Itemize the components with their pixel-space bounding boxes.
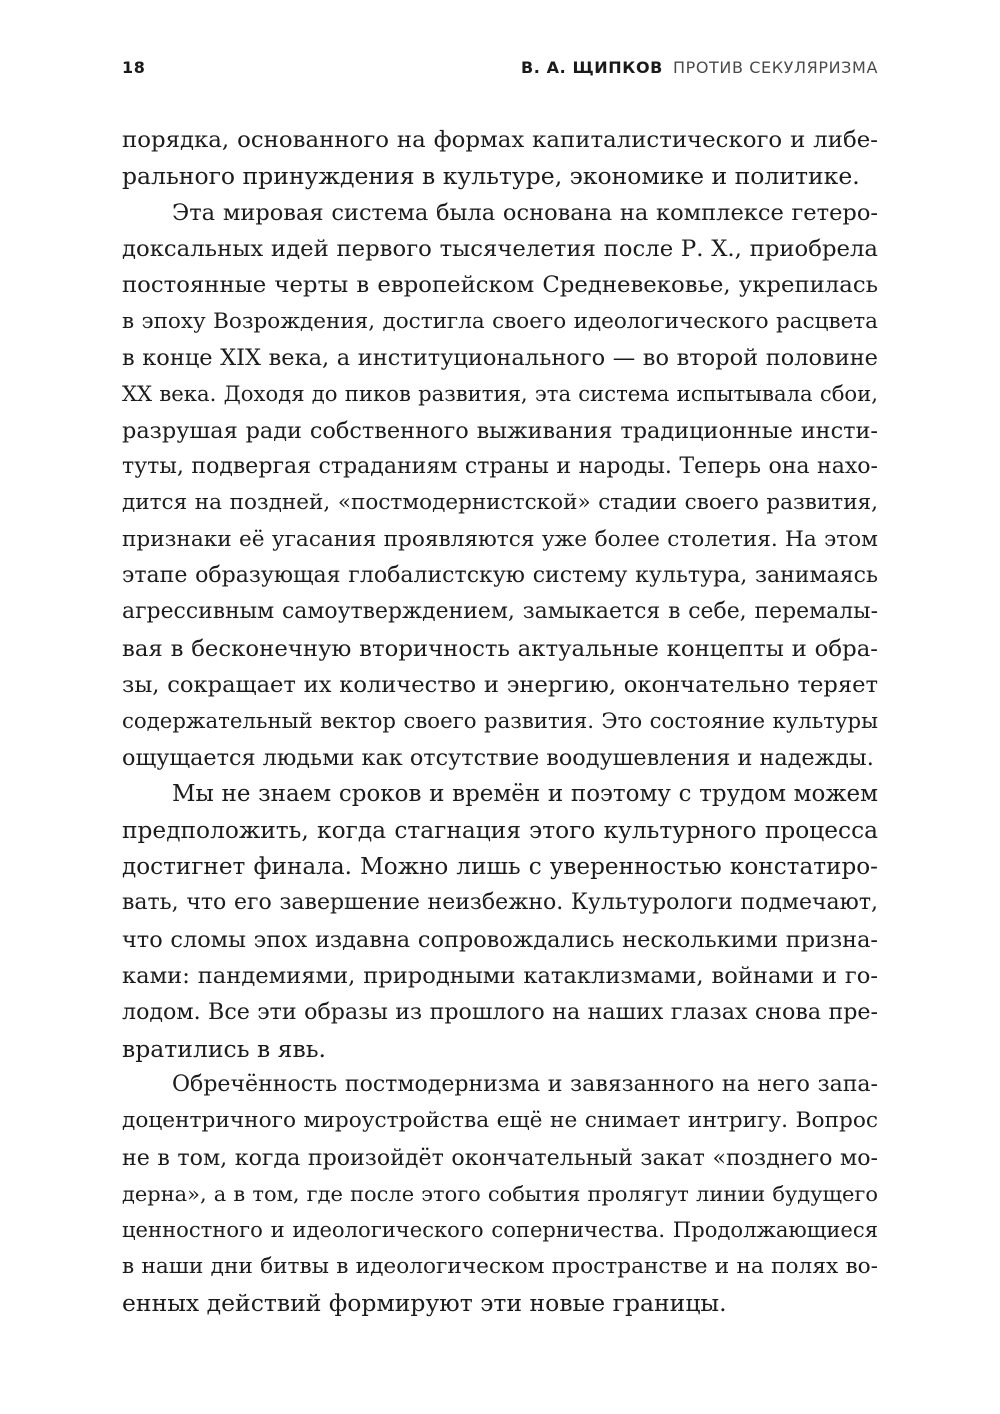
text-line: туты, подвергая страданиям страны и народы. Теперь она нахо- — [122, 454, 878, 480]
text-line: агрессивным самоутверждением, замыкается в себе, перемалы- — [122, 599, 878, 625]
text-line: этапе образующая глобалистскую систему культура, занимаясь — [122, 563, 878, 589]
text-line: ками: пандемиями, природными катаклизмами, войнами и го- — [122, 962, 878, 989]
book-title: ПРОТИВ СЕКУЛЯРИЗМА — [672, 58, 878, 77]
body-text — [122, 122, 878, 1321]
text-line: вать, что его завершение неизбежно. Культурологи подмечают, — [122, 890, 878, 916]
text-line: Обречённость постмодернизма и завязанного на него запа- — [172, 1071, 878, 1097]
paragraph — [122, 195, 878, 777]
paragraph — [122, 122, 878, 195]
text-line: в наши дни битвы в идеологическом пространстве и на полях во- — [122, 1253, 878, 1279]
running-title — [521, 58, 878, 77]
text-line: Эта мировая система была основана на комплексе гетеро- — [172, 199, 878, 226]
text-line: ценностного и идеологического соперничества. Продолжающиеся — [122, 1217, 878, 1243]
text-line: рального принуждения в культуре, экономике и политике. — [122, 162, 860, 191]
text-line: разрушая ради собственного выживания традиционные инсти- — [122, 417, 878, 444]
text-line: дится на поздней, «постмодернистской» стадии своего развития, — [122, 490, 878, 516]
text-line: содержательный вектор своего развития. Это состояние культуры — [122, 708, 878, 734]
page-number: 18 — [122, 58, 146, 77]
text-line: вратились в явь. — [122, 1034, 326, 1063]
text-line: ощущается людьми как отсутствие воодушевления и надежды. — [122, 744, 874, 771]
text-line: дерна», а в том, где после этого события пролягут линии будущего — [122, 1181, 878, 1206]
paragraph — [122, 1067, 878, 1321]
text-line: Мы не знаем сроков и времён и поэтому с трудом можем — [172, 781, 878, 808]
author-name: В. А. ЩИПКОВ — [521, 58, 663, 77]
text-line: признаки её угасания проявляются уже более столетия. На этом — [122, 526, 878, 552]
text-line: вая в бесконечную вторичность актуальные концепты и обра- — [122, 635, 878, 662]
text-line: енных действий формируют эти новые границы. — [122, 1289, 727, 1317]
text-line: порядка, основанного на формах капиталистического и либе- — [122, 127, 878, 153]
text-line: что сломы эпох издавна сопровождались несколькими призна- — [122, 926, 878, 953]
text-line: доцентричного мироустройства ещё не снимает интригу. Вопрос — [122, 1108, 878, 1134]
text-line: доксальных идей первого тысячелетия после Р. Х., приобрела — [122, 236, 878, 263]
paragraph — [122, 776, 878, 1067]
text-line: XX века. Доходя до пиков развития, эта система испытывала сбои, — [122, 381, 878, 407]
text-line: в конце XIX века, а институционального — во второй половине — [122, 345, 878, 372]
text-line: зы, сокращает их количество и энергию, окончательно теряет — [122, 672, 878, 699]
text-line: в эпоху Возрождения, достигла своего идеологического расцвета — [122, 308, 878, 334]
text-line: лодом. Все эти образы из прошлого на наших глазах снова пре- — [122, 999, 878, 1026]
text-line: достигнет финала. Можно лишь с уверенностью констатиро- — [122, 853, 878, 880]
running-header — [122, 58, 878, 82]
text-line: постоянные черты в европейском Средневековье, укрепилась — [122, 272, 878, 299]
text-line: не в том, когда произойдёт окончательный закат «позднего мо- — [122, 1144, 878, 1171]
text-line: предположить, когда стагнация этого культурного процесса — [122, 816, 878, 844]
